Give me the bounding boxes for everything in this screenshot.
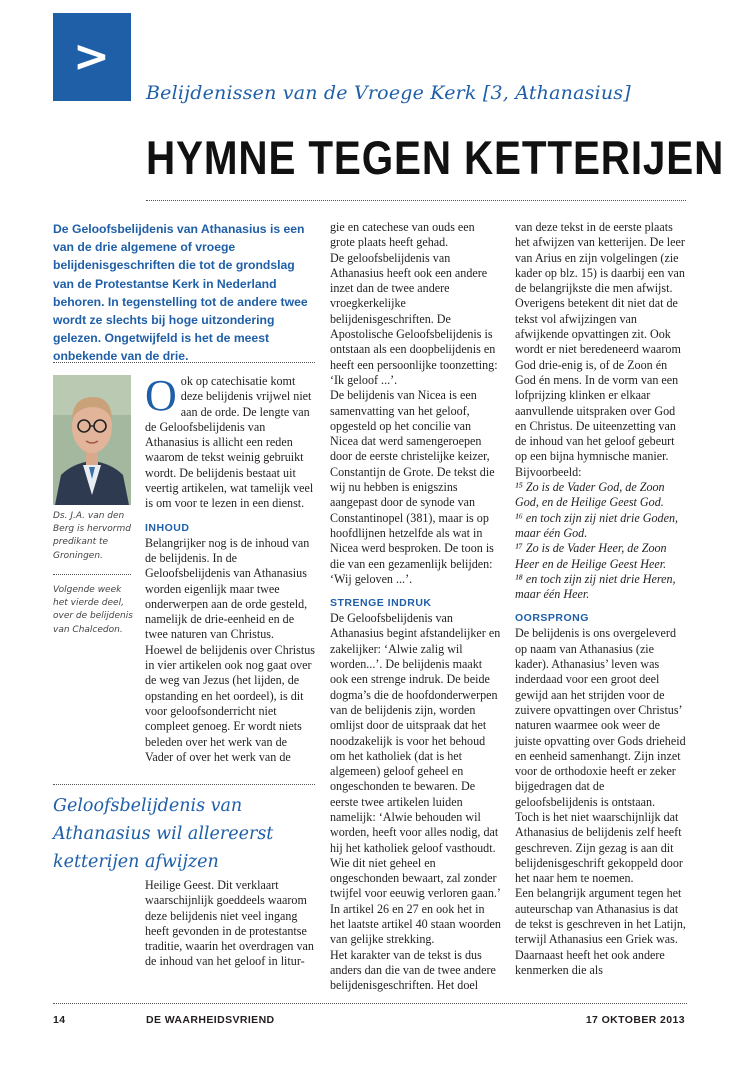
page-title: HYMNE TEGEN KETTERIJEN <box>146 131 725 184</box>
paragraph: De belijdenis is ons overgeleverd op naam van Athanasius (zie kader). Athanasius’ leven was inderdaad voor een groot deel gewijd aan het strijden voor de zuivere opvattingen over Christus’ naturen waarmee ook weer de juiste opvatting over Gods drieheid en eenheid samenhangt. Zijn inzet voor de orthodoxie heeft er zeker bijgedragen dat de geloofsbelijdenis is ontstaan. <box>515 626 686 809</box>
column-2 <box>330 220 502 994</box>
column-3 <box>515 220 687 978</box>
quote-line: ¹⁶ en toch zijn zij niet drie Goden, maar één God. <box>515 510 679 540</box>
quote-line: ¹⁸ en toch zijn zij niet drie Heren, maar één Heer. <box>515 571 676 602</box>
footer-divider <box>53 1003 687 1004</box>
chevron-right-icon: > <box>73 31 110 82</box>
title-divider <box>146 200 686 201</box>
lead-divider <box>53 362 315 363</box>
column-1-lower <box>145 878 317 970</box>
quote-line: ¹⁵ Zo is de Vader God, de Zoon God, en de Heilige Geest God. <box>515 480 665 510</box>
column-1-upper <box>145 371 317 765</box>
quote-line: ¹⁷ Zo is de Vader Heer, de Zoon Heer en de Heilige Geest Heer. <box>515 541 667 571</box>
author-caption: Ds. J.A. van den Berg is hervormd predikant te Groningen. <box>53 511 131 561</box>
paragraph: De geloofsbelijdenis van Athanasius heeft ook een andere inzet dan de twee andere vroegkerkelijke belijdenisgeschriften. De Apostolische Geloofsbelijdenis is ontstaan als een doopbelijdenis en heeft een persoonlijke toonzetting: ‘Ik geloof ...’. <box>330 250 498 387</box>
caption-divider <box>53 574 131 575</box>
paragraph: Belangrijker nog is de inhoud van de belijdenis. In de Geloofsbelijdenis van Athanasius worden eigenlijk maar twee onderwerpen aan de orde gesteld, namelijk de drie-eenheid en de twee naturen van Christus. <box>145 535 310 642</box>
pull-quote-top-divider <box>53 784 315 785</box>
author-photo <box>53 375 131 505</box>
paragraph: van deze tekst in de eerste plaats het afwijzen van ketterijen. De leer van Arius en zijn volgelingen (zie kader op blz. 15) is daarbij een van de belangrijkste die men afwijst. Overigens betekent dit niet dat de tekst vol afwijzingen van afwijkende opvattingen zit. Ook wordt er niet beredeneerd waarom God drie-enig is, of de Zoon én God én mens. In de vorm van een lofprijzing klinken er elkaar aanvullende uitspraken over God en Christus. De uiteenzetting van de inhoud van het geloof gebeurt op een bijna hymnische manier. Bijvoorbeeld: <box>515 220 685 479</box>
heading-strenge-indruk: STRENGE INDRUK <box>330 597 432 610</box>
page-number: 14 <box>53 1014 66 1026</box>
paragraph: Een belangrijk argument tegen het auteurschap van Athanasius is dat de tekst is geschreven in het Latijn, terwijl Athanasius een Griek was. Daarnaast heeft het ook andere kenmerken die als <box>515 886 686 977</box>
paragraph: De Geloofsbelijdenis van Athanasius begint afstandelijker en zakelijker: ‘Alwie zalig wil worden...’. De belijdenis maakt ook een strenge indruk. De beide dogma’s die de hoofdonderwerpen van de belijdenis zijn, worden omlijst door de uitspraak dat het noodzakelijk is voor het behoud om het katholiek (dat is het algemeen) geloof geheel en ongeschonden te bewaren. De eerste twee artikelen luiden namelijk: ‘Alwie behouden wil worden, heeft voor alles nodig, dat hij het katholiek geloof vasthoudt. Wie dit niet geheel en ongeschonden bewaart, zal zonder twijfel voor eeuwig verloren gaan.’ In artikel 26 en 27 en ook het in het laatste artikel 40 staan woorden van gelijke strekking. <box>330 611 501 947</box>
paragraph: Heilige Geest. Dit verklaart waarschijnlijk goeddeels waarom deze belijdenis niet veel ingang heeft gevonden in de protestantse traditie, waarin het overdragen van de inhoud van het geloof in litur- <box>145 878 314 969</box>
drop-cap: O <box>145 371 177 420</box>
intro-paragraph: Ook op catechisatie komt deze belijdenis vrijwel niet aan de orde. De lengte van de Geloofsbelijdenis van Athanasius is allicht een reden waarom de tekst weinig gebruikt wordt. De belijdenis bestaat uit veertig artikelen, wat tamelijk veel is om voor te lezen in een dienst. <box>145 371 314 511</box>
next-week-caption: Volgende week het vierde deel, over de belijdenis van Chalcedon. <box>53 585 133 635</box>
paragraph: Toch is het niet waarschijnlijk dat Athanasius de belijdenis zelf heeft geschreven. Zijn gezag is aan dit belijdenisgeschrift gekoppeld door het naar hem te noemen. <box>515 809 683 886</box>
pull-quote: Geloofsbelijdenis van Athanasius wil allereerst ketterijen afwijzen <box>53 796 274 872</box>
heading-oorsprong: OORSPRONG <box>515 612 589 625</box>
paragraph: Hoewel de belijdenis over Christus in vier artikelen ook nog gaat over de weg van Jezus (het lijden, de opstanding en het oordeel), is dit voor geloofsonderricht niet compleet genoeg. Er wordt niets beleden over het werk van de Vader of over het werk van de <box>145 642 315 764</box>
issue-date: 17 OKTOBER 2013 <box>585 1014 685 1026</box>
series-title: Belijdenissen van de Vroege Kerk [3, Athanasius] <box>146 82 631 104</box>
heading-inhoud: INHOUD <box>145 521 190 534</box>
paragraph: De belijdenis van Nicea is een samenvatting van het geloof, opgesteld op het concilie van Nicea dat werd samengeroepen door de eerste christelijke keizer, Constantijn de Grote. De tekst die wij nu hebben is enigszins aangepast door de synode van Constantinopel (381), maar is op hoofdlijnen hetzelfde als wat in Nicea werd besproken. De toon is die van een gezamenlijk belijden: ‘Wij geloven ...’. <box>330 388 495 586</box>
paragraph: Het karakter van de tekst is dus anders dan die van de twee andere belijdenisgeschriften. Het doel <box>330 947 496 993</box>
paragraph: gie en catechese van ouds een grote plaats heeft gehad. <box>330 220 475 250</box>
lead-paragraph: De Geloofsbelijdenis van Athanasius is een van de drie algemene of vroege belijdenisgeschriften die tot de grondslag van de Protestantse Kerk in Nederland behoren. In tegenstelling tot de andere twee wordt ze slechts bij hoge uitzondering gelezen. Ongetwijfeld is het de meest onbekende van de drie. <box>53 222 308 364</box>
publication-name: DE WAARHEIDSVRIEND <box>146 1014 275 1026</box>
section-logo-box <box>53 13 131 101</box>
